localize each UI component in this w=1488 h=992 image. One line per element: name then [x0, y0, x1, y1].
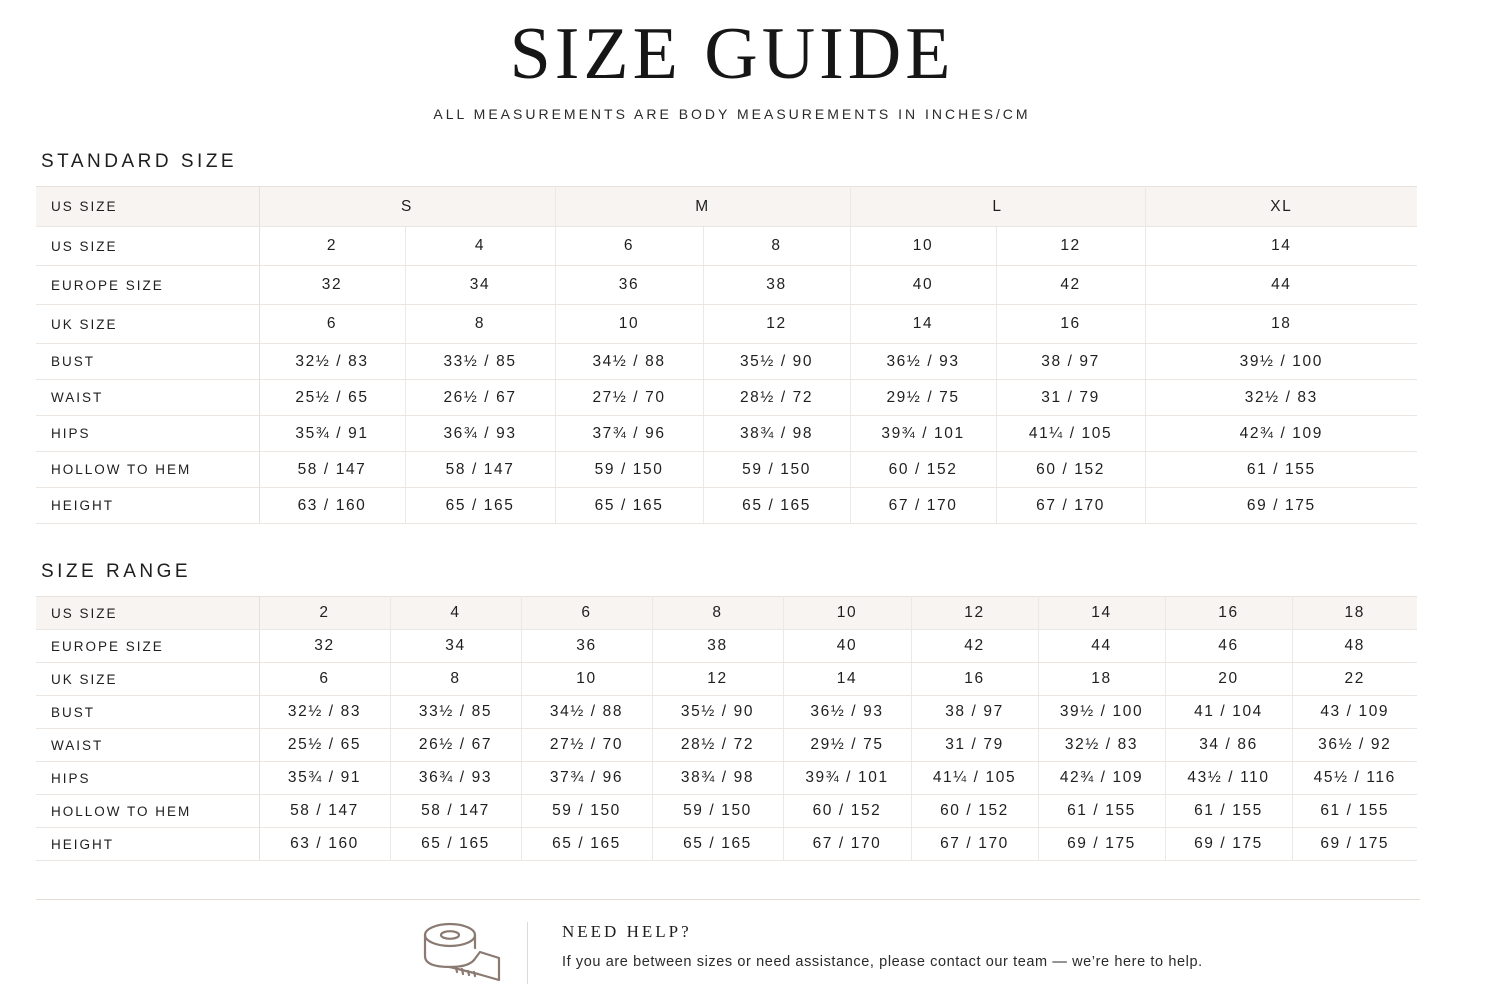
table-row	[36, 305, 1417, 344]
table-row	[36, 488, 1417, 524]
table-cell: 67 / 170	[783, 828, 911, 861]
table-cell: 36¾ / 93	[405, 416, 555, 452]
table-cell: 26½ / 67	[390, 729, 521, 762]
table-cell: 31 / 79	[996, 380, 1145, 416]
table-cell: 61 / 155	[1292, 795, 1417, 828]
table-cell: 69 / 175	[1165, 828, 1292, 861]
table-cell: 6	[259, 663, 390, 696]
table-cell: 43½ / 110	[1165, 762, 1292, 795]
table-row	[36, 380, 1417, 416]
table-cell: 12	[652, 663, 783, 696]
table-cell: 36½ / 93	[783, 696, 911, 729]
table-cell: 10	[521, 663, 652, 696]
table-cell: 39½ / 100	[1145, 344, 1417, 380]
table-cell: 14	[1038, 597, 1165, 630]
table-cell: 37¾ / 96	[555, 416, 703, 452]
table-cell: 16	[911, 663, 1038, 696]
table-cell: 33½ / 85	[405, 344, 555, 380]
row-label: HIPS	[36, 416, 259, 452]
table-cell: 65 / 165	[521, 828, 652, 861]
table-cell: 10	[555, 305, 703, 344]
table-cell: 10	[850, 227, 996, 266]
table-cell: 4	[390, 597, 521, 630]
table-row	[36, 227, 1417, 266]
table-cell: 35½ / 90	[652, 696, 783, 729]
table-cell: 16	[996, 305, 1145, 344]
table-cell: 38 / 97	[911, 696, 1038, 729]
size-range-table	[36, 596, 1417, 861]
table-cell: 36½ / 92	[1292, 729, 1417, 762]
size-range-title: SIZE RANGE	[41, 561, 192, 582]
row-label: HEIGHT	[36, 828, 259, 861]
table-cell: 8	[652, 597, 783, 630]
table-cell: 14	[783, 663, 911, 696]
standard-size-table	[36, 186, 1417, 524]
table-row	[36, 828, 1417, 861]
table-cell: 16	[1165, 597, 1292, 630]
table-cell: 69 / 175	[1145, 488, 1417, 524]
table-cell: 8	[405, 305, 555, 344]
table-cell: 14	[1145, 227, 1417, 266]
table-cell: 8	[390, 663, 521, 696]
table-cell: 34	[405, 266, 555, 305]
table-cell: 42¾ / 109	[1145, 416, 1417, 452]
table-row	[36, 597, 1417, 630]
table-cell: 38¾ / 98	[703, 416, 850, 452]
row-label: BUST	[36, 344, 259, 380]
table-cell: 44	[1038, 630, 1165, 663]
table-cell: 28½ / 72	[652, 729, 783, 762]
help-divider	[527, 922, 528, 984]
table-row	[36, 729, 1417, 762]
table-cell: 33½ / 85	[390, 696, 521, 729]
table-cell: 43 / 109	[1292, 696, 1417, 729]
table-cell: 40	[850, 266, 996, 305]
table-cell: 8	[703, 227, 850, 266]
table-cell: 65 / 165	[703, 488, 850, 524]
table-cell: 44	[1145, 266, 1417, 305]
help-text: If you are between sizes or need assistance, please contact our team — we’re here to help.	[562, 954, 1203, 970]
table-cell: 63 / 160	[259, 488, 405, 524]
table-row	[36, 344, 1417, 380]
table-cell: 59 / 150	[703, 452, 850, 488]
table-cell: 42	[996, 266, 1145, 305]
table-cell: 46	[1165, 630, 1292, 663]
table-row	[36, 663, 1417, 696]
table-cell: 10	[783, 597, 911, 630]
table-cell: 69 / 175	[1292, 828, 1417, 861]
row-label: BUST	[36, 696, 259, 729]
row-label: WAIST	[36, 729, 259, 762]
table-cell: 67 / 170	[911, 828, 1038, 861]
table-cell: 65 / 165	[390, 828, 521, 861]
row-label: EUROPE SIZE	[36, 630, 259, 663]
table-cell: 34	[390, 630, 521, 663]
table-cell: 6	[555, 227, 703, 266]
divider	[36, 899, 1420, 900]
table-cell: 58 / 147	[259, 795, 390, 828]
table-row	[36, 266, 1417, 305]
size-group-m: M	[555, 187, 850, 227]
row-label: UK SIZE	[36, 305, 259, 344]
page-subtitle: ALL MEASUREMENTS ARE BODY MEASUREMENTS IN INCHES/CM	[433, 106, 1031, 122]
table-cell: 60 / 152	[911, 795, 1038, 828]
table-cell: 25½ / 65	[259, 380, 405, 416]
table-row	[36, 762, 1417, 795]
table-cell: 34½ / 88	[555, 344, 703, 380]
help-title: NEED HELP?	[562, 922, 692, 941]
table-cell: 45½ / 116	[1292, 762, 1417, 795]
table-cell: 32½ / 83	[1145, 380, 1417, 416]
table-cell: 36½ / 93	[850, 344, 996, 380]
table-cell: 41¼ / 105	[996, 416, 1145, 452]
table-cell: 61 / 155	[1145, 452, 1417, 488]
table-cell: 27½ / 70	[521, 729, 652, 762]
table-cell: 26½ / 67	[405, 380, 555, 416]
table-cell: 37¾ / 96	[521, 762, 652, 795]
row-label: HOLLOW TO HEM	[36, 795, 259, 828]
page-title: SIZE GUIDE	[509, 13, 955, 95]
table-cell: 34 / 86	[1165, 729, 1292, 762]
table-cell: 36	[555, 266, 703, 305]
table-cell: 61 / 155	[1038, 795, 1165, 828]
row-label: UK SIZE	[36, 663, 259, 696]
table-cell: 32½ / 83	[259, 696, 390, 729]
table-cell: 42	[911, 630, 1038, 663]
table-cell: 61 / 155	[1165, 795, 1292, 828]
row-label: US SIZE	[36, 227, 259, 266]
table-cell: 60 / 152	[783, 795, 911, 828]
table-cell: 48	[1292, 630, 1417, 663]
table-row	[36, 696, 1417, 729]
row-label: US SIZE	[36, 597, 259, 630]
table-cell: 42¾ / 109	[1038, 762, 1165, 795]
table-cell: 67 / 170	[850, 488, 996, 524]
table-cell: 32½ / 83	[1038, 729, 1165, 762]
table-cell: 32	[259, 266, 405, 305]
row-label: HEIGHT	[36, 488, 259, 524]
table-cell: 69 / 175	[1038, 828, 1165, 861]
row-label: HIPS	[36, 762, 259, 795]
table-cell: 12	[911, 597, 1038, 630]
table-cell: 22	[1292, 663, 1417, 696]
standard-header-row	[36, 187, 1417, 227]
table-cell: 6	[521, 597, 652, 630]
table-cell: 39¾ / 101	[783, 762, 911, 795]
table-cell: 28½ / 72	[703, 380, 850, 416]
table-cell: 39¾ / 101	[850, 416, 996, 452]
table-cell: 39½ / 100	[1038, 696, 1165, 729]
table-cell: 4	[405, 227, 555, 266]
table-cell: 18	[1292, 597, 1417, 630]
table-cell: 38 / 97	[996, 344, 1145, 380]
table-cell: 12	[703, 305, 850, 344]
table-cell: 41¼ / 105	[911, 762, 1038, 795]
table-row	[36, 416, 1417, 452]
size-group-s: S	[259, 187, 555, 227]
table-cell: 65 / 165	[405, 488, 555, 524]
table-cell: 41 / 104	[1165, 696, 1292, 729]
row-label: EUROPE SIZE	[36, 266, 259, 305]
table-cell: 12	[996, 227, 1145, 266]
row-label: WAIST	[36, 380, 259, 416]
table-cell: 38	[703, 266, 850, 305]
size-group-l: L	[850, 187, 1145, 227]
table-cell: 63 / 160	[259, 828, 390, 861]
table-row	[36, 452, 1417, 488]
table-cell: 38	[652, 630, 783, 663]
table-cell: 36¾ / 93	[390, 762, 521, 795]
table-cell: 65 / 165	[555, 488, 703, 524]
table-cell: 32½ / 83	[259, 344, 405, 380]
table-cell: 27½ / 70	[555, 380, 703, 416]
table-cell: 59 / 150	[521, 795, 652, 828]
table-cell: 18	[1038, 663, 1165, 696]
table-cell: 29½ / 75	[783, 729, 911, 762]
table-cell: 35¾ / 91	[259, 762, 390, 795]
table-cell: 58 / 147	[259, 452, 405, 488]
table-cell: 36	[521, 630, 652, 663]
table-cell: 60 / 152	[850, 452, 996, 488]
measuring-tape-icon	[420, 918, 502, 984]
size-group-xl: XL	[1145, 187, 1417, 227]
table-cell: 59 / 150	[652, 795, 783, 828]
standard-size-title: STANDARD SIZE	[41, 151, 238, 172]
table-cell: 14	[850, 305, 996, 344]
table-cell: 67 / 170	[996, 488, 1145, 524]
table-cell: 18	[1145, 305, 1417, 344]
table-cell: 40	[783, 630, 911, 663]
table-row	[36, 795, 1417, 828]
table-cell: 35½ / 90	[703, 344, 850, 380]
table-cell: 32	[259, 630, 390, 663]
table-cell: 35¾ / 91	[259, 416, 405, 452]
table-cell: 29½ / 75	[850, 380, 996, 416]
table-cell: 25½ / 65	[259, 729, 390, 762]
table-cell: 2	[259, 597, 390, 630]
table-cell: 58 / 147	[390, 795, 521, 828]
table-cell: 58 / 147	[405, 452, 555, 488]
table-cell: 20	[1165, 663, 1292, 696]
table-row	[36, 630, 1417, 663]
table-cell: 34½ / 88	[521, 696, 652, 729]
table-cell: 2	[259, 227, 405, 266]
row-label: HOLLOW TO HEM	[36, 452, 259, 488]
table-cell: 59 / 150	[555, 452, 703, 488]
table-cell: 38¾ / 98	[652, 762, 783, 795]
table-cell: 60 / 152	[996, 452, 1145, 488]
table-cell: 6	[259, 305, 405, 344]
table-cell: 31 / 79	[911, 729, 1038, 762]
table-cell: 65 / 165	[652, 828, 783, 861]
row-label: US SIZE	[36, 187, 259, 227]
